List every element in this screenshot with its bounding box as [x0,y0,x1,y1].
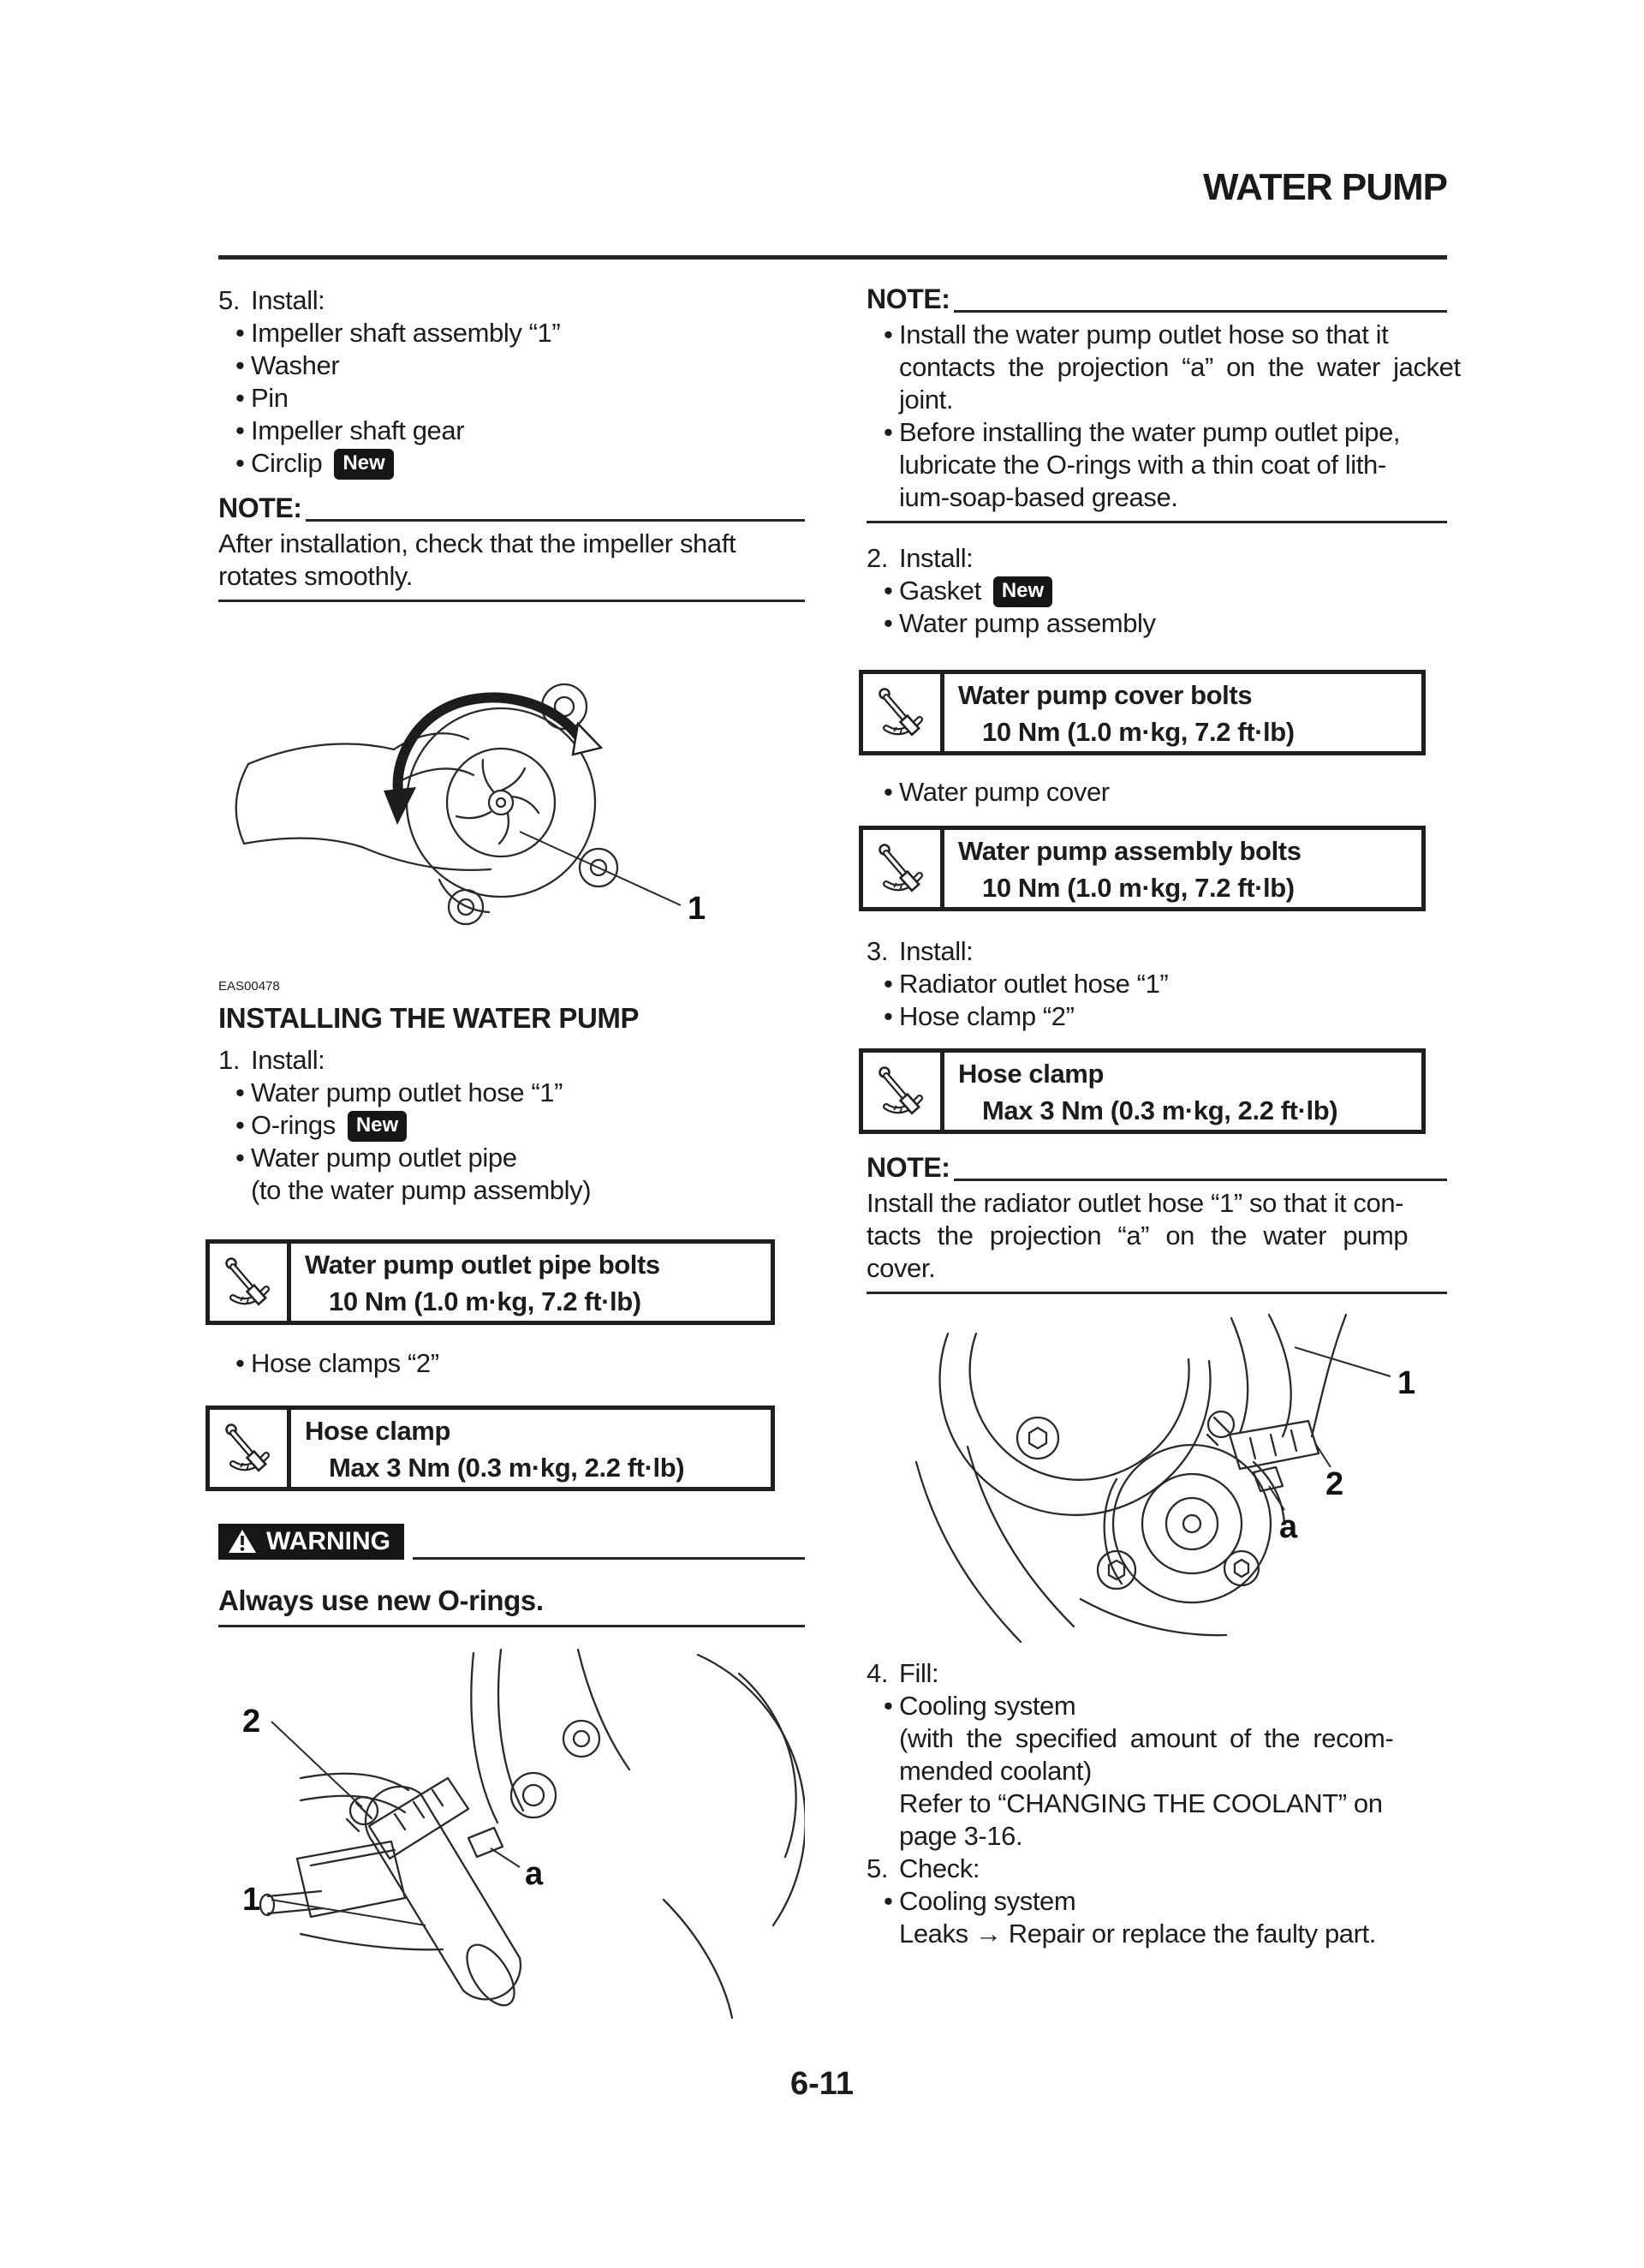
list-item: • Before installing the water pump outlet pipe, [884,417,1401,447]
torque-wrench-icon [863,830,944,907]
list-item: • Gasket New [867,575,1447,607]
torque-spec-box [859,670,1426,755]
figure-label-2: 2 [242,1704,260,1740]
step-head: 1. Install: [218,1045,325,1075]
torque-spec-text [944,1053,1337,1130]
figure-radiator-hose-install [867,1308,1447,1650]
hose-clamp-line-art [1207,1412,1319,1469]
note-underline [954,310,1447,313]
list-item: • Water pump outlet pipe [235,1143,517,1173]
section-rule [867,1292,1447,1294]
torque-item: Water pump assembly bolts [958,836,1302,866]
page-title: WATER PUMP [1203,166,1447,208]
leader-line-2 [1315,1443,1331,1467]
leader-line-1 [1295,1347,1391,1376]
list-item: • Radiator outlet hose “1” [884,969,1169,999]
page-number: 6-11 [790,2066,854,2102]
leader-line-1 [520,832,681,905]
section-rule [218,600,805,602]
pump-cover-line-art [1105,1445,1284,1603]
pump-housing-line-art [407,684,617,924]
figure-label-1: 1 [1397,1365,1415,1401]
section-rule [218,1625,805,1627]
torque-wrench-icon [863,674,944,751]
list-item: • Impeller shaft assembly “1” [235,318,561,348]
torque-value: Max 3 Nm (0.3 m·kg, 2.2 ft·lb) [329,1453,685,1483]
step-2-block [867,542,1447,640]
note-text: After installation, check that the impeller shaft rotates smoothly. [218,528,736,591]
list-item: • O-rings New [218,1109,805,1142]
figure-label-2: 2 [1325,1466,1343,1502]
step-head: 3. Install: [867,936,974,966]
figure-label-a: a [1279,1509,1297,1545]
step-4-block: 4. Fill: • Cooling system (with the specified amount of the recom- mended coolant) Refer to “CHANGING THE COOLANT” on page 3-16. [867,1657,1447,1853]
leader-line-a [491,1848,520,1867]
step-5-block [218,284,805,480]
engine-case-line-art [260,1650,805,2018]
step-1-block [218,1044,805,1207]
note-text: Install the radiator outlet hose “1” so that it con- tacts the projection “a” on the water pump cover. [867,1188,1409,1283]
torque-spec-box [206,1406,775,1491]
note-heading: NOTE: [218,492,805,524]
torque-spec-box [859,1048,1426,1134]
list-item: • Hose clamps “2” [235,1348,439,1378]
list-item: • Circlip New [218,447,805,480]
torque-spec-text [944,674,1295,751]
list-item: • Washer [235,350,340,380]
list-item: • Impeller shaft gear [235,415,465,445]
radiator-hose-line-art [1231,1315,1346,1436]
left-column [218,283,805,2024]
list-item: • Install the water pump outlet hose so that it [884,319,1389,349]
section-rule [867,521,1447,523]
right-column [867,283,1461,1950]
header-rule [218,255,1447,260]
torque-value: 10 Nm (1.0 m·kg, 7.2 ft·lb) [329,1286,641,1316]
torque-spec-box [859,826,1426,911]
list-item: • Pin [235,383,289,413]
new-part-badge: New [993,576,1052,607]
step-head: 4. Fill: [867,1658,939,1688]
step-head: 2. Install: [867,543,974,573]
list-item-continuation: (to the water pump assembly) [251,1175,592,1205]
list-item: • Water pump cover [884,777,1110,807]
note-underline [306,519,805,522]
torque-item: Water pump outlet pipe bolts [305,1250,660,1280]
list-item: • Cooling system [884,1886,1076,1916]
figure-label-1: 1 [688,891,706,927]
warning-text: Always use new O-rings. [218,1585,544,1616]
figure-outlet-hose-install [218,1643,805,2024]
step-head: 5. Install: [218,285,325,315]
figure-label-1: 1 [242,1882,260,1918]
note-heading: NOTE: [867,1151,1447,1184]
torque-spec-text [944,830,1302,907]
warning-triangle-icon [227,1528,258,1555]
new-part-badge: New [348,1111,407,1142]
list-item: • Water pump outlet hose “1” [235,1077,563,1107]
outlet-hose-line-art [366,1787,524,2013]
hand-line-art [236,733,491,912]
outlet-pipe-line-art [301,1774,408,1812]
leader-line-2 [271,1722,362,1807]
leader-line-1 [271,1900,426,1925]
note-heading: NOTE: [867,283,1447,315]
new-part-badge: New [334,449,393,480]
torque-spec-text [291,1244,660,1321]
step-head: 5. Check: [867,1853,980,1883]
warning-heading [218,1524,805,1560]
torque-item: Water pump cover bolts [958,680,1253,710]
leader-line-a [1269,1486,1284,1510]
figure-label-a: a [525,1856,543,1892]
warning-underline [413,1557,805,1560]
torque-value: 10 Nm (1.0 m·kg, 7.2 ft·lb) [982,717,1295,747]
torque-item: Hose clamp [305,1416,451,1446]
torque-spec-box [206,1239,775,1325]
note-underline [954,1179,1447,1181]
section-code: EAS00478 [218,979,280,994]
torque-item: Hose clamp [958,1059,1105,1089]
note-text: • Install the water pump outlet hose so that it contacts the projection “a” on the water jacket joint. • Before installing the water pump outlet pipe, lubricate the O-rings with a thin coat of lith- ium-soap-based grease. [867,319,1447,514]
engine-case-line-art [916,1334,1259,1642]
torque-wrench-icon [210,1244,291,1321]
figure-impeller-rotation-check [218,623,805,967]
warning-badge [218,1524,404,1560]
step-3-block [867,935,1447,1033]
torque-wrench-icon [863,1053,944,1130]
section-heading: INSTALLING THE WATER PUMP [218,1002,640,1034]
torque-spec-text [291,1410,684,1487]
list-item: • Cooling system [884,1691,1076,1721]
torque-value: 10 Nm (1.0 m·kg, 7.2 ft·lb) [982,873,1295,903]
warning-label: WARNING [266,1527,390,1555]
list-item: • Hose clamp “2” [884,1001,1075,1031]
torque-value: Max 3 Nm (0.3 m·kg, 2.2 ft·lb) [982,1095,1338,1125]
torque-wrench-icon [210,1410,291,1487]
list-item: • Water pump assembly [884,608,1156,638]
step-5-check-block: 5. Check: • Cooling system Leaks → Repair or replace the faulty part. [867,1853,1447,1950]
